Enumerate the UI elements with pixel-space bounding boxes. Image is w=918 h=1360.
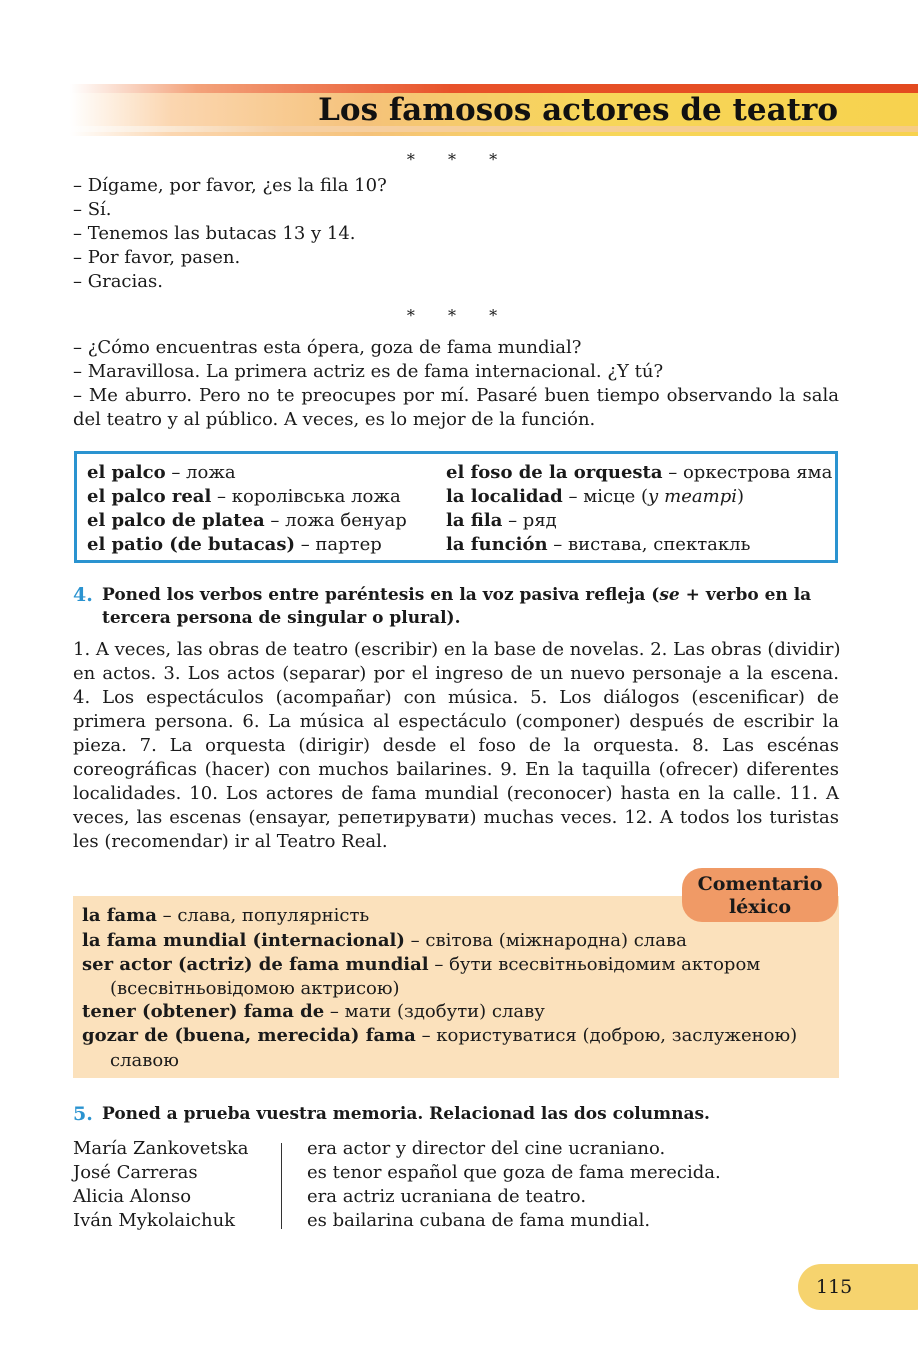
dialogue-line: – Sí. [73,199,112,220]
exercise-instruction: Poned los verbos entre paréntesis en la voz pasiva refleja (se + verbo en la [102,585,812,605]
exercise-number: 4. [73,584,93,606]
dialogue-line: – Por favor, pasen. [73,247,241,268]
dialogue-line: – Gracias. [73,271,163,292]
exercise-number: 5. [73,1103,93,1125]
lexical-item: ser actor (actriz) de fama mundial – бути всесвітньовідомим актором [82,954,761,975]
lexical-item-continued: славою [110,1050,179,1071]
vocab-item: el palco – ложа [87,462,236,483]
vocab-item: el palco real – королівська ложа [87,486,401,507]
lexical-item: tener (obtener) fama de – мати (здобути) славу [82,1001,545,1022]
exercise-text-line: les (recomendar) ir al Teatro Real. [73,831,388,852]
exercise-text-line: coreográficas (hacer) con muchos bailarines. 9. En la taquilla (ofrecer) diferentes [73,759,839,780]
lexical-item: la fama – слава, популярність [82,905,370,926]
vocab-item: el foso de la orquesta – оркестрова яма [446,462,833,483]
exercise-text-line: veces, las escenas (ensayar, репетирувати) muchas veces. 12. A todos los turistas [73,807,839,828]
dialogue-line: – Tenemos las butacas 13 y 14. [73,223,356,244]
lexical-comment-badge [682,868,838,922]
exercise-text-line: pieza. 7. La orquesta (dirigir) desde el foso de la orquesta. 8. Las escénas [73,735,839,756]
description-item: era actriz ucraniana de teatro. [307,1186,587,1207]
exercise-text-line: primera persona. 6. La música al espectáculo (componer) después de escribir la [73,711,839,732]
lexical-item-continued: (всесвітньовідомою актрисою) [110,978,400,999]
exercise-text-line: 4. Los espectáculos (acompañar) con música. 5. Los diálogos (escenificar) de [73,687,839,708]
column-divider [281,1143,282,1229]
dialogue-line: – Maravillosa. La primera actriz es de fama internacional. ¿Y tú? [73,361,664,382]
exercise-text-line: 1. A veces, las obras de teatro (escribir) en la base de novelas. 2. Las obras (dividir) [73,639,841,660]
dialogue-line: – Me aburro. Pero no te preocupes por mí. Pasaré buen tiempo observando la sala del teatro y al público. A veces, es lo mejor de la función. [73,385,839,430]
lexical-item: gozar de (buena, merecida) fama – користуватися (доброю, заслуженою) [82,1025,798,1046]
vocab-item: la fila – ряд [446,510,557,531]
description-item: era actor y director del cine ucraniano. [307,1138,666,1159]
badge-label: Comentario [697,873,823,895]
exercise-instruction: Poned a prueba vuestra memoria. Relacionad las dos columnas. [102,1104,710,1124]
lexical-item: la fama mundial (internacional) – світова (міжнародна) слава [82,930,687,951]
dialogue-line: – ¿Cómo encuentras esta ópera, goza de fama mundial? [73,337,582,358]
description-item: es tenor español que goza de fama merecida. [307,1162,721,1183]
description-item: es bailarina cubana de fama mundial. [307,1210,651,1231]
vocab-item: el patio (de butacas) – партер [87,534,382,555]
name-item: José Carreras [73,1162,198,1183]
exercise-text-line: localidades. 10. Los actores de fama mundial (reconocer) hasta en la calle. 11. A [73,783,839,804]
separator-stars: * * * [406,306,512,325]
name-item: María Zankovetska [73,1138,249,1159]
vocab-item: la localidad – місце (у театрі) [446,486,745,507]
page-title: Los famosos actores de teatro [318,92,838,128]
exercise-instruction: tercera persona de singular o plural). [102,608,461,628]
dialogue-line: – Dígame, por favor, ¿es la fila 10? [73,175,387,196]
vocab-item: la función – вистава, спектакль [446,534,751,555]
name-item: Alicia Alonso [73,1186,192,1207]
exercise-text-line: en actos. 3. Los actos (separar) por el ingreso de un nuevo personaje a la escena. [73,663,839,684]
badge-label: léxico [728,896,792,918]
page-number: 115 [816,1276,853,1298]
vocab-item: el palco de platea – ложа бенуар [87,510,407,531]
separator-stars: * * * [406,150,512,169]
name-item: Iván Mykolaichuk [73,1210,236,1231]
